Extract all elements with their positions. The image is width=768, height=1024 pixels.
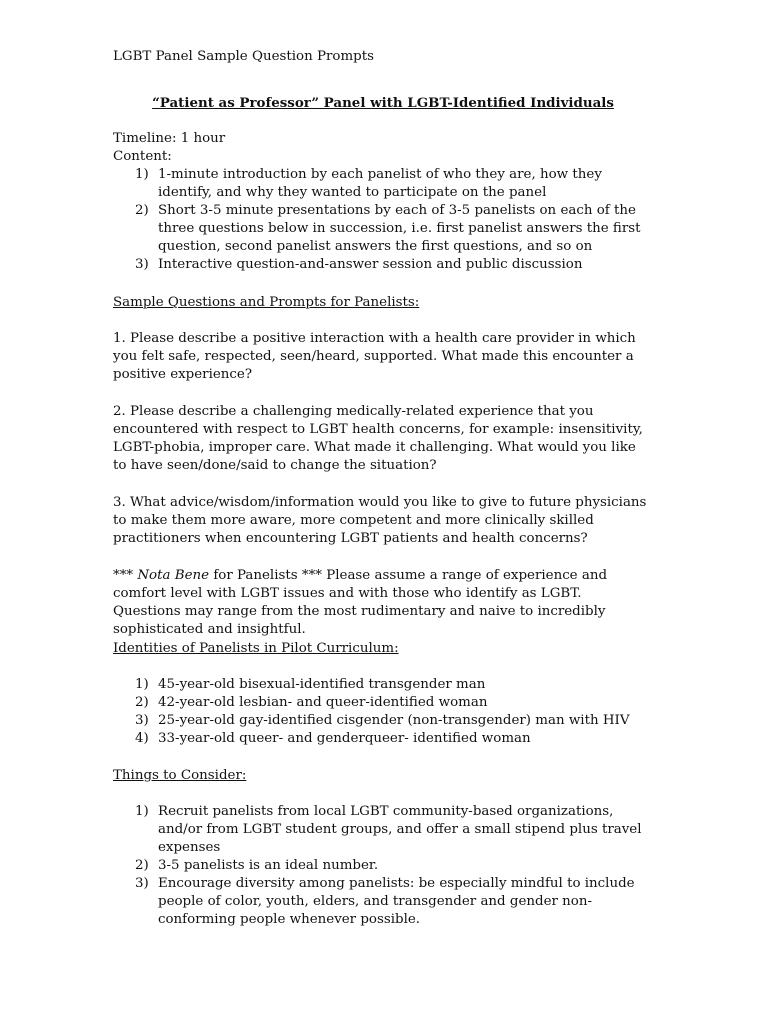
content-label: Content:: [113, 149, 172, 164]
list-item-number: 2): [135, 858, 149, 873]
list-item-text: Interactive question-and-answer session and public discussion: [158, 257, 583, 272]
list-item: [113, 676, 673, 694]
list-item: [113, 694, 673, 712]
list-item-number: 3): [135, 257, 149, 272]
list-item: [113, 256, 648, 274]
list-item: [113, 803, 658, 857]
identities-list: [113, 676, 673, 748]
document-main-title: “Patient as Professor” Panel with LGBT-Identified Individuals: [152, 95, 614, 111]
list-item-number: 4): [135, 731, 149, 746]
nota-bene-prefix: ***: [113, 568, 138, 583]
nota-bene-rest: for Panelists *** Please assume a range of experience and comfort level with LGBT issues and with those who identify as LGBT. Questions may range from the most rudimentary and naive to incredibly sophisticated and insightful.: [113, 568, 608, 637]
question-3: 3. What advice/wisdom/information would you like to give to future physicians to make them more aware, more competent and more clinically skilled practitioners when encountering LGBT patients and health concerns?: [113, 495, 647, 546]
consider-list: [113, 803, 658, 929]
content-list: [113, 166, 648, 274]
things-to-consider-heading: Things to Consider:: [113, 768, 247, 783]
list-item: [113, 712, 673, 730]
list-item: [113, 202, 648, 256]
list-item-number: 3): [135, 876, 149, 891]
list-item-text: 1-minute introduction by each panelist of who they are, how they identify, and why they wanted to participate on the panel: [158, 167, 602, 200]
list-item-text: Encourage diversity among panelists: be especially mindful to include people of color, youth, elders, and transgender and gender non-conforming people whenever possible.: [158, 876, 635, 927]
list-item-number: 3): [135, 713, 149, 728]
question-2: 2. Please describe a challenging medically-related experience that you encountered with respect to LGBT health concerns, for example: insensitivity, LGBT-phobia, improper care. What made it challenging. What would you like to have seen/done/said to change the situation?: [113, 404, 643, 473]
list-item: [113, 857, 658, 875]
list-item-number: 1): [135, 804, 149, 819]
list-item-number: 2): [135, 695, 149, 710]
sample-questions-heading: Sample Questions and Prompts for Panelists:: [113, 295, 420, 310]
list-item-number: 1): [135, 677, 149, 692]
list-item-text: 45-year-old bisexual-identified transgender man: [158, 677, 486, 692]
question-1: 1. Please describe a positive interaction with a health care provider in which you felt safe, respected, seen/heard, supported. What made this encounter a positive experience?: [113, 331, 636, 382]
list-item-text: 33-year-old queer- and genderqueer- identified woman: [158, 731, 531, 746]
list-item-text: Short 3-5 minute presentations by each of 3-5 panelists on each of the three questions below in succession, i.e. first panelist answers the first question, second panelist answers the first questions, and so on: [158, 203, 641, 254]
nota-bene-italic: Nota Bene: [137, 568, 210, 583]
list-item-text: 25-year-old gay-identified cisgender (non-transgender) man with HIV: [158, 713, 630, 728]
document-header-title: LGBT Panel Sample Question Prompts: [113, 49, 374, 64]
timeline-line: Timeline: 1 hour: [113, 131, 226, 146]
list-item-text: 42-year-old lesbian- and queer-identified woman: [158, 695, 488, 710]
list-item-number: 2): [135, 203, 149, 218]
timeline-block: [113, 130, 673, 166]
list-item: [113, 730, 673, 748]
list-item-text: 3-5 panelists is an ideal number.: [158, 858, 379, 873]
list-item: [113, 875, 658, 929]
nota-bene-note: [113, 567, 633, 639]
list-item: [113, 166, 648, 202]
identities-heading: Identities of Panelists in Pilot Curriculum:: [113, 641, 399, 656]
list-item-number: 1): [135, 167, 149, 182]
list-item-text: Recruit panelists from local LGBT community-based organizations, and/or from LGBT student groups, and offer a small stipend plus travel expenses: [158, 804, 642, 855]
